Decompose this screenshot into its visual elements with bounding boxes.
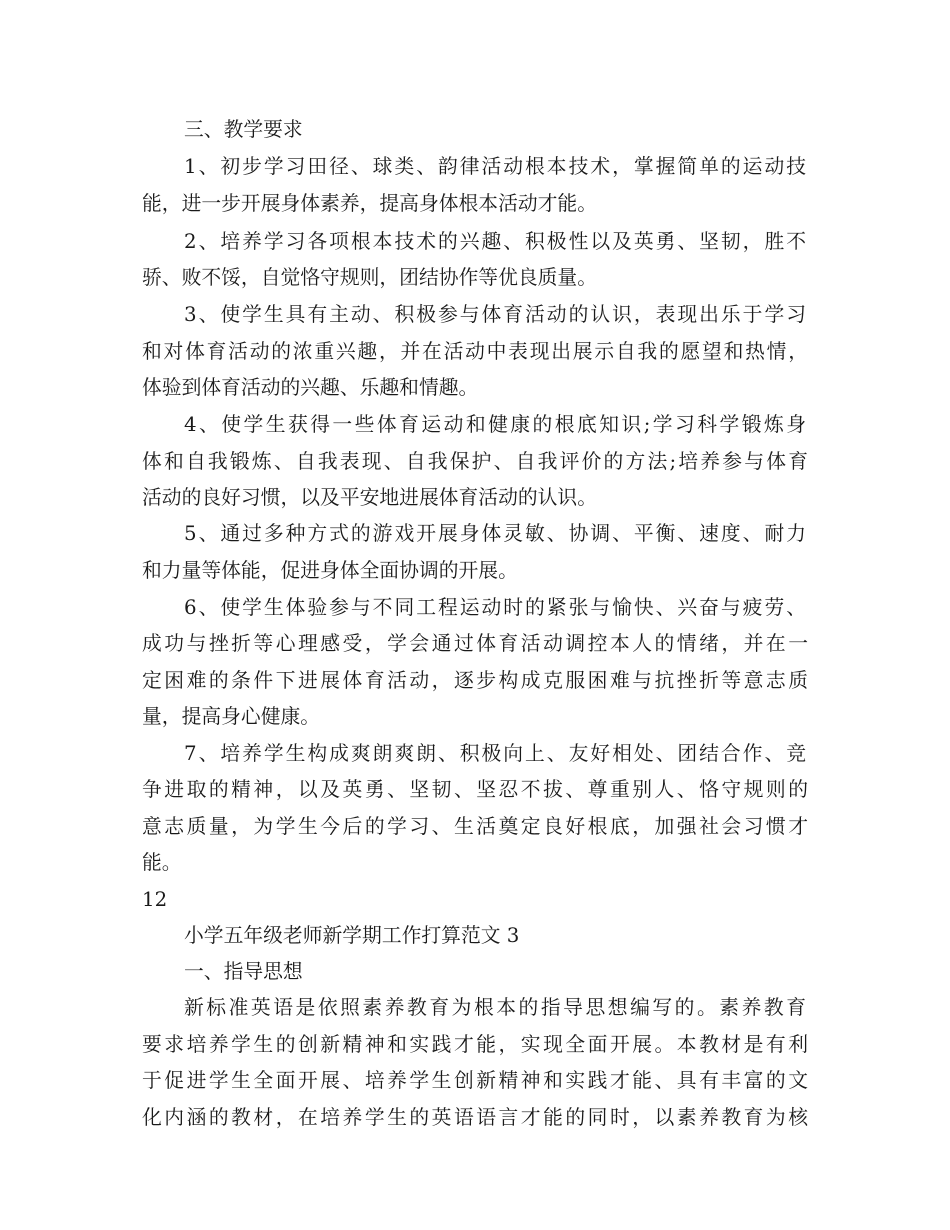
paragraph-line: 4、使学生获得一些体育运动和健康的根底知识;学习科学锻炼身: [184, 413, 806, 436]
paragraph-line: 能，进一步开展身体素养，提高身体根本活动才能。: [142, 192, 597, 215]
paragraph-line: 和对体育活动的浓重兴趣，并在活动中表现出展示自我的愿望和热情，: [142, 340, 808, 363]
paragraph-line: 7、培养学生构成爽朗爽朗、积极向上、友好相处、团结合作、竞: [184, 742, 806, 765]
paragraph-line: 要求培养学生的创新精神和实践才能，实现全面开展。本教材是有利: [142, 1033, 808, 1056]
paragraph-line: 能。: [142, 851, 182, 874]
paragraph-line: 5、通过多种方式的游戏开展身体灵敏、协调、平衡、速度、耐力: [184, 522, 806, 545]
paragraph-line: 化内涵的教材，在培养学生的英语语言才能的同时，以素养教育为核: [142, 1106, 808, 1129]
paragraph-line: 骄、败不馁，自觉恪守规则，团结协作等优良质量。: [142, 266, 597, 289]
paragraph-line: 3、使学生具有主动、积极参与体育活动的认识，表现出乐于学习: [184, 303, 806, 326]
paragraph-line: 定困难的条件下进展体育活动，逐步构成克服困难与抗挫折等意志质: [142, 669, 808, 692]
paragraph-line: 和力量等体能，促进身体全面协调的开展。: [142, 559, 518, 582]
paragraph-line: 1、初步学习田径、球类、韵律活动根本技术，掌握简单的运动技: [184, 155, 806, 178]
paragraph-line: 于促进学生全面开展、培养学生创新精神和实践才能、具有丰富的文: [142, 1069, 808, 1092]
article-title: 小学五年级老师新学期工作打算范文 3: [184, 924, 520, 947]
paragraph-line: 体和自我锻炼、自我表现、自我保护、自我评价的方法;培养参与体育: [142, 450, 808, 473]
paragraph-line: 争进取的精神，以及英勇、坚韧、坚忍不拔、尊重别人、恪守规则的: [142, 778, 808, 801]
paragraph-line: 6、使学生体验参与不同工程运动时的紧张与愉快、兴奋与疲劳、: [184, 596, 806, 619]
paragraph-line: 活动的良好习惯，以及平安地进展体育活动的认识。: [142, 486, 597, 509]
page-marker: 12: [142, 888, 168, 911]
paragraph-line: 量，提高身心健康。: [142, 705, 321, 728]
paragraph-line: 意志质量，为学生今后的学习、生活奠定良好根底，加强社会习惯才: [142, 815, 808, 838]
section-heading: 一、指导思想: [184, 960, 303, 983]
paragraph-line: 成功与挫折等心理感受，学会通过体育活动调控本人的情绪，并在一: [142, 632, 808, 655]
paragraph-line: 体验到体育活动的兴趣、乐趣和情趣。: [142, 376, 479, 399]
paragraph-line: 新标准英语是依照素养教育为根本的指导思想编写的。素养教育: [184, 996, 806, 1019]
paragraph-line: 2、培养学习各项根本技术的兴趣、积极性以及英勇、坚韧，胜不: [184, 230, 806, 253]
section-heading: 三、教学要求: [184, 118, 303, 141]
